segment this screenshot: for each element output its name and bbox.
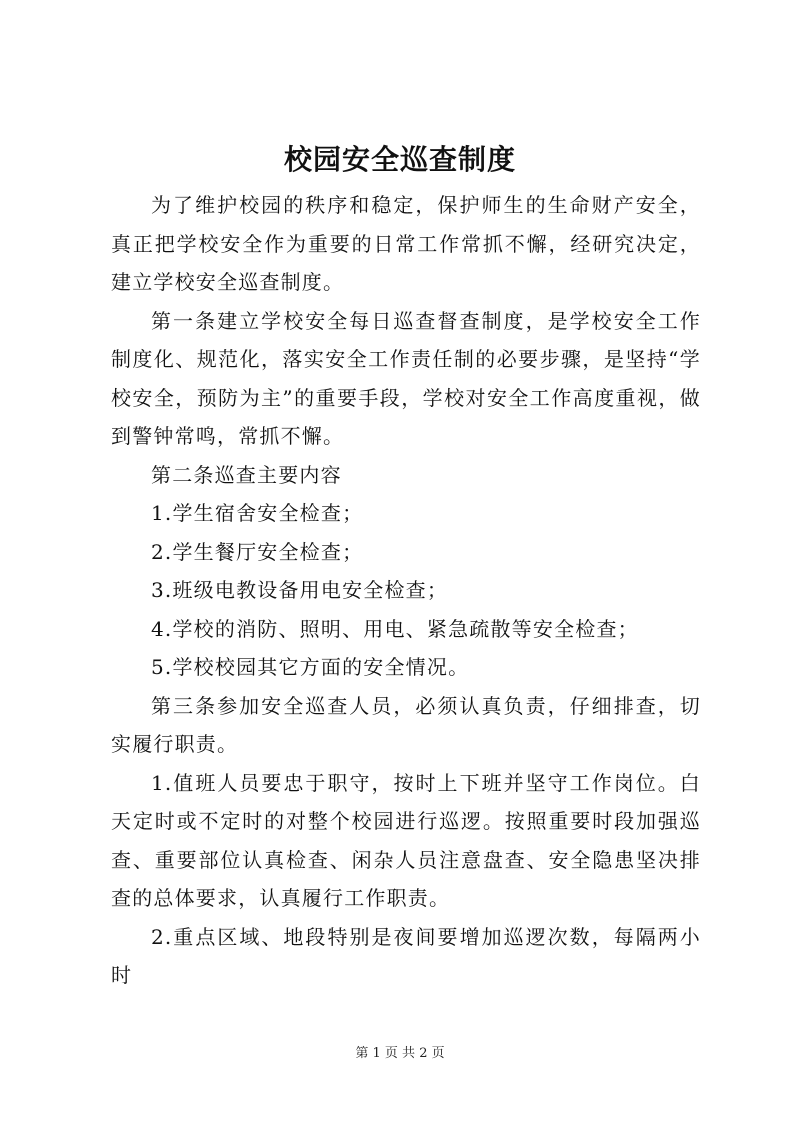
list-item-1: 1.学生宿舍安全检查； <box>151 501 364 525</box>
paragraph-article-3-item-2: 2.重点区域、地段特别是夜间要增加巡逻次数，每隔两小时 <box>111 924 701 987</box>
list-item-4: 4.学校的消防、照明、用电、紧急疏散等安全检查； <box>151 616 639 641</box>
list-item-5: 5.学校校园其它方面的安全情况。 <box>151 655 470 679</box>
document-body <box>111 186 701 995</box>
paragraph-article-1: 第一条建立学校安全每日巡查督查制度，是学校安全工作制度化、规范化，落实安全工作责任制的必要步骤，是坚持“学校安全，预防为主”的重要手段，学校对安全工作高度重视，做到警钟常鸣，常抓不懈。 <box>111 308 701 448</box>
paragraph-intro: 为了维护校园的秩序和稳定，保护师生的生命财产安全，真正把学校安全作为重要的日常工作常抓不懈，经研究决定，建立学校安全巡查制度。 <box>111 193 701 294</box>
page-footer: 第 1 页 共 2 页 <box>355 1046 445 1061</box>
document-title: 校园安全巡查制度 <box>283 143 516 176</box>
list-item-3: 3.班级电教设备用电安全检查； <box>151 578 449 602</box>
list-item-2: 2.学生餐厅安全检查； <box>151 539 364 564</box>
paragraph-article-3-item-1: 1.值班人员要忠于职守，按时上下班并坚守工作岗位。白天定时或不定时的对整个校园进行巡逻。按照重要时段加强巡查、重要部位认真检查、闲杂人员注意盘查、安全隐患坚决排查的总体要求，认真履行工作职责。 <box>111 770 701 910</box>
paragraph-article-3: 第三条参加安全巡查人员，必须认真负责，仔细排查，切实履行职责。 <box>111 693 701 756</box>
paragraph-article-2-heading: 第二条巡查主要内容 <box>151 462 342 487</box>
